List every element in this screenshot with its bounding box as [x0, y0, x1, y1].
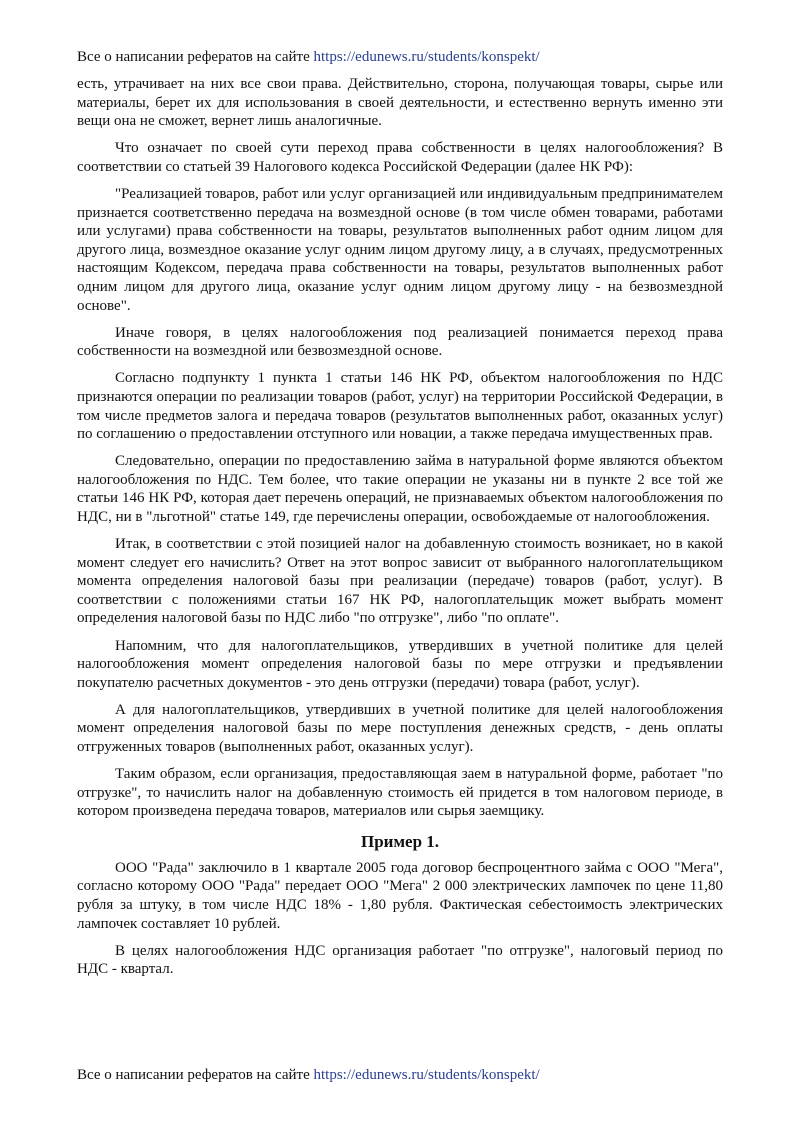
paragraph: Таким образом, если организация, предоставляющая заем в натуральной форме, работает "по отгрузке", то начислить налог на добавленную стоимость ей придется в том налоговом периоде, в котором произведена передача товаров, материалов или сырья заемщику. — [77, 766, 723, 820]
footer-text: Все о написании рефератов на сайте — [77, 1067, 310, 1083]
paragraph: Иначе говоря, в целях налогообложения под реализацией понимается переход права собственности на возмездной или безвозмездной основе. — [77, 324, 723, 360]
paragraph-continuation: есть, утрачивает на них все свои права. Действительно, сторона, получающая товары, сырье или материалы, берет их для использования в своей деятельности, и естественно вернуть именно эти вещи она не сможет, вернет лишь аналогичные. — [77, 76, 723, 130]
page-footer — [77, 1066, 723, 1084]
paragraph: Напомним, что для налогоплательщиков, утвердивших в учетной политике для целей налогообложения момент определения налоговой базы по мере отгрузки и предъявлении покупателю расчетных документов - это день отгрузки (передачи) товара (работ, услуг). — [77, 637, 723, 691]
footer-link[interactable]: https://edunews.ru/students/konspekt/ — [313, 1067, 540, 1083]
document-body — [77, 75, 723, 987]
example-paragraph: В целях налогообложения НДС организация работает "по отгрузке", налоговый период по НДС - квартал. — [77, 942, 723, 978]
paragraph: Следовательно, операции по предоставлению займа в натуральной форме являются объектом налогообложения по НДС. Тем более, что такие операции не указаны ни в пункте 2 все той же статьи 146 НК РФ, которая дает перечень операций, не признаваемых объектом налогообложения по НДС, ни в "льготной" статье 149, где перечислены операции, освобождаемые от налогообложения. — [77, 453, 723, 525]
paragraph: Согласно подпункту 1 пункта 1 статьи 146 НК РФ, объектом налогообложения по НДС признаются операции по реализации товаров (работ, услуг) на территории Российской Федерации, в том числе предметов залога и передача товаров (результатов выполненных работ, оказанных услуг) по соглашению о предоставлении отступного или новации, а также передача имущественных прав. — [77, 370, 723, 443]
example-paragraph: ООО "Рада" заключило в 1 квартале 2005 года договор беспроцентного займа с ООО "Мега", согласно которому ООО "Рада" передает ООО "Мега" 2 000 электрических лампочек по цене 11,80 рубля за штуку, в том числе НДС 18% - 1,80 рубля. Фактическая себестоимость электрических лампочек составляет 10 рублей. — [77, 859, 723, 932]
example-heading: Пример 1. — [360, 831, 440, 851]
page-header — [77, 48, 723, 66]
paragraph: А для налогоплательщиков, утвердивших в учетной политике для целей налогообложения момент определения налоговой базы по мере поступления денежных средств, - день оплаты отгруженных товаров (выполненных работ, оказанных услуг). — [77, 701, 723, 755]
header-text: Все о написании рефератов на сайте — [77, 49, 310, 65]
paragraph: Итак, в соответствии с этой позицией налог на добавленную стоимость возникает, но в какой момент следует его начислить? Ответ на этот вопрос зависит от выбранного налогоплательщиком момента определения налоговой базы при реализации (передаче) товаров (работ, услуг). В соответствии с положениями статьи 167 НК РФ, налогоплательщик может выбрать момент определения налоговой базы по НДС либо "по отгрузке", либо "по оплате". — [77, 536, 723, 627]
header-link[interactable]: https://edunews.ru/students/konspekt/ — [313, 49, 540, 65]
paragraph-quote: "Реализацией товаров, работ или услуг организацией или индивидуальным предпринимателем признается соответственно передача на возмездной основе (в том числе обмен товарами, работами или услугами) права собственности на товары, результатов выполненных работ одним лицом для другого лица, возмездное оказание услуг одним лицом другому лицу, а в случаях, предусмотренных настоящим Кодексом, передача права собственности на товары, результатов выполненных работ одним лицом для другого лица, оказание услуг одним лицом другому лицу - на безвозмездной основе". — [77, 185, 723, 314]
paragraph: Что означает по своей сути переход права собственности в целях налогообложения? В соответствии со статьей 39 Налогового кодекса Российской Федерации (далее НК РФ): — [77, 140, 723, 175]
